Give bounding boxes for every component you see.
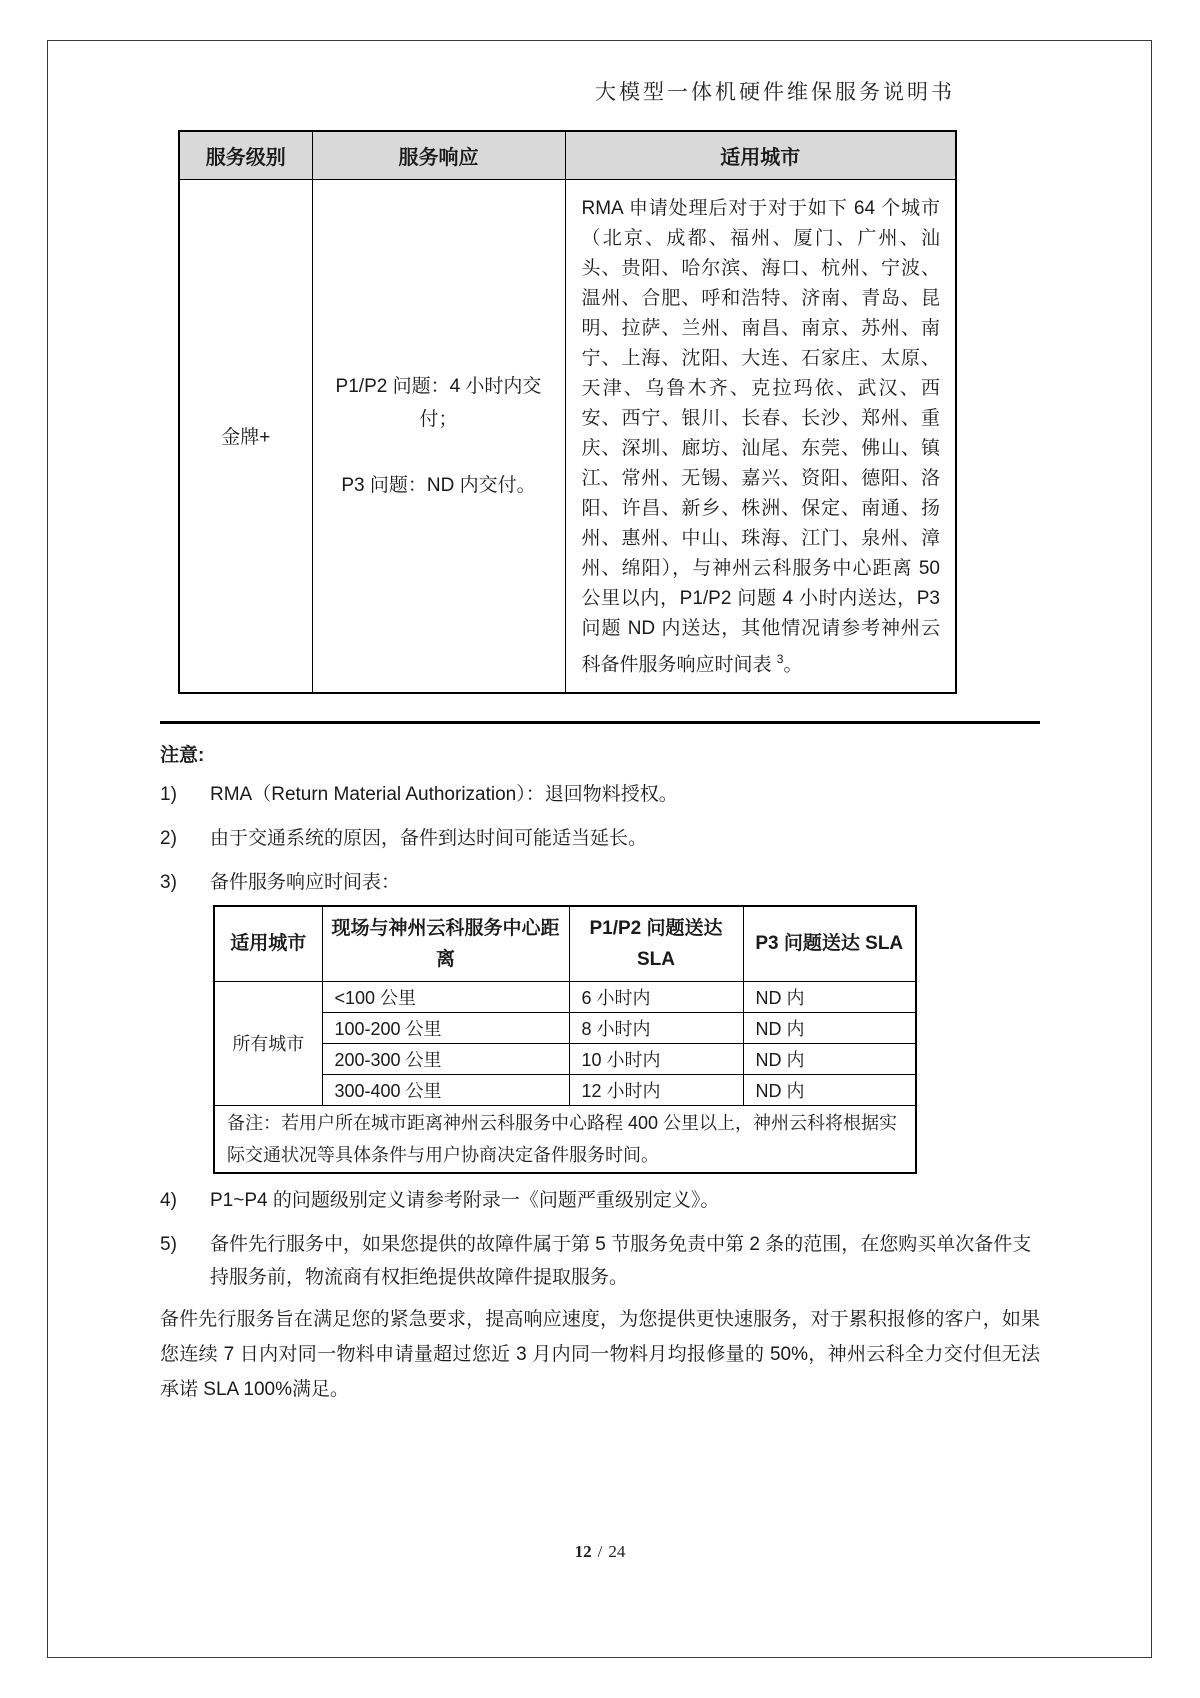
note-number: 5) [160, 1233, 177, 1255]
table-row [214, 981, 916, 1012]
col-header-city: 适用城市 [214, 906, 322, 982]
p3-sla-cell: ND 内 [743, 1012, 916, 1043]
page-number-total: 24 [608, 1542, 626, 1561]
note-item-4 [160, 1184, 1040, 1217]
notes-title: 注意: [160, 744, 205, 766]
table-header-row [179, 131, 956, 179]
note-text: 由于交通系统的原因，备件到达时间可能适当延长。 [210, 827, 648, 849]
col-header-p12-sla: P1/P2 问题送达 SLA [569, 906, 743, 982]
note-text: RMA（Return Material Authorization）：退回物料授权。 [210, 783, 678, 805]
col-header-service-level: 服务级别 [179, 131, 312, 179]
footnote-reference: 3 [776, 651, 784, 666]
service-level-table [178, 130, 957, 694]
page-number-separator: / [597, 1542, 603, 1561]
col-header-distance: 现场与神州云科服务中心距离 [322, 906, 569, 982]
note-text: P1~P4 的问题级别定义请参考附录一《问题严重级别定义》。 [210, 1189, 720, 1211]
distance-cell: 100-200 公里 [322, 1012, 569, 1043]
p3-sla-cell: ND 内 [743, 981, 916, 1012]
cities-text-end: 。 [783, 653, 803, 675]
table-footnote-row [214, 1105, 916, 1173]
distance-cell: 300-400 公里 [322, 1074, 569, 1105]
p12-sla-cell: 10 小时内 [569, 1043, 743, 1074]
applicable-cities-cell [565, 179, 956, 693]
note-number: 4) [160, 1189, 177, 1211]
note-number: 1) [160, 783, 177, 805]
p12-sla-cell: 6 小时内 [569, 981, 743, 1012]
service-response-cell [312, 179, 565, 693]
city-group-cell: 所有城市 [214, 981, 322, 1105]
service-level-cell: 金牌+ [179, 179, 312, 693]
note-number: 3) [160, 871, 177, 893]
p12-sla-cell: 12 小时内 [569, 1074, 743, 1105]
cities-paragraph [582, 194, 941, 680]
response-line-1: P1/P2 问题：4 小时内交付； [335, 375, 542, 430]
note-item-2 [160, 822, 1040, 855]
section-divider [160, 721, 1040, 724]
cities-text: RMA 申请处理后对于对于如下 64 个城市（北京、成都、福州、厦门、广州、汕头、贵阳、哈尔滨、海口、杭州、宁波、温州、合肥、呼和浩特、济南、青岛、昆明、拉萨、兰州、南昌、南京、苏州、南宁、上海、沈阳、大连、石家庄、太原、天津、乌鲁木齐、克拉玛依、武汉、西安、西宁、银川、长春、长沙、郑州、重庆、深圳、廊坊、汕尾、东莞、佛山、镇江、常州、无锡、嘉兴、资阳、德阳、洛阳、许昌、新乡、株洲、保定、南通、扬州、惠州、中山、珠海、江门、泉州、漳州、绵阳），与神州云科服务中心距离 50 公里以内，P1/P2 问题 4 小时内送达，P3 问题 ND 内送达，其他情况请参考神州云科备件服务响应时间表 [581, 197, 940, 675]
p12-sla-cell: 8 小时内 [569, 1012, 743, 1043]
spare-parts-sla-table [213, 905, 917, 1174]
col-header-applicable-cities: 适用城市 [565, 131, 956, 179]
page-footer [0, 1542, 1200, 1562]
note-text: 备件先行服务中，如果您提供的故障件属于第 5 节服务免责中第 2 条的范围，在您购买单次备件支持服务前，物流商有权拒绝提供故障件提取服务。 [210, 1233, 1032, 1288]
page-number-current: 12 [574, 1542, 592, 1561]
note-number: 2) [160, 827, 177, 849]
closing-paragraph: 备件先行服务旨在满足您的紧急要求，提高响应速度，为您提供更快速服务，对于累积报修的客户，如果您连续 7 日内对同一物料申请量超过您近 3 月内同一物料月均报修量的 50%，神州云科全力交付但无法承诺 SLA 100%满足。 [160, 1308, 1040, 1400]
distance-cell: 200-300 公里 [322, 1043, 569, 1074]
page-content [160, 130, 1040, 1407]
note-text: 备件服务响应时间表： [210, 871, 401, 893]
note-item-3 [160, 866, 1040, 899]
p3-sla-cell: ND 内 [743, 1074, 916, 1105]
table-row [179, 179, 956, 693]
col-header-service-response: 服务响应 [312, 131, 565, 179]
response-line-2: P3 问题：ND 内交付。 [341, 474, 536, 496]
note-item-1 [160, 778, 1040, 811]
note-item-5 [160, 1228, 1040, 1294]
distance-cell: <100 公里 [322, 981, 569, 1012]
table-header-row [214, 906, 916, 982]
table-footnote: 备注：若用户所在城市距离神州云科服务中心路程 400 公里以上，神州云科将根据实际交通状况等具体条件与用户协商决定备件服务时间。 [214, 1105, 916, 1173]
document-header-title: 大模型一体机硬件维保服务说明书 [595, 80, 955, 104]
col-header-p3-sla: P3 问题送达 SLA [743, 906, 916, 982]
p3-sla-cell: ND 内 [743, 1043, 916, 1074]
